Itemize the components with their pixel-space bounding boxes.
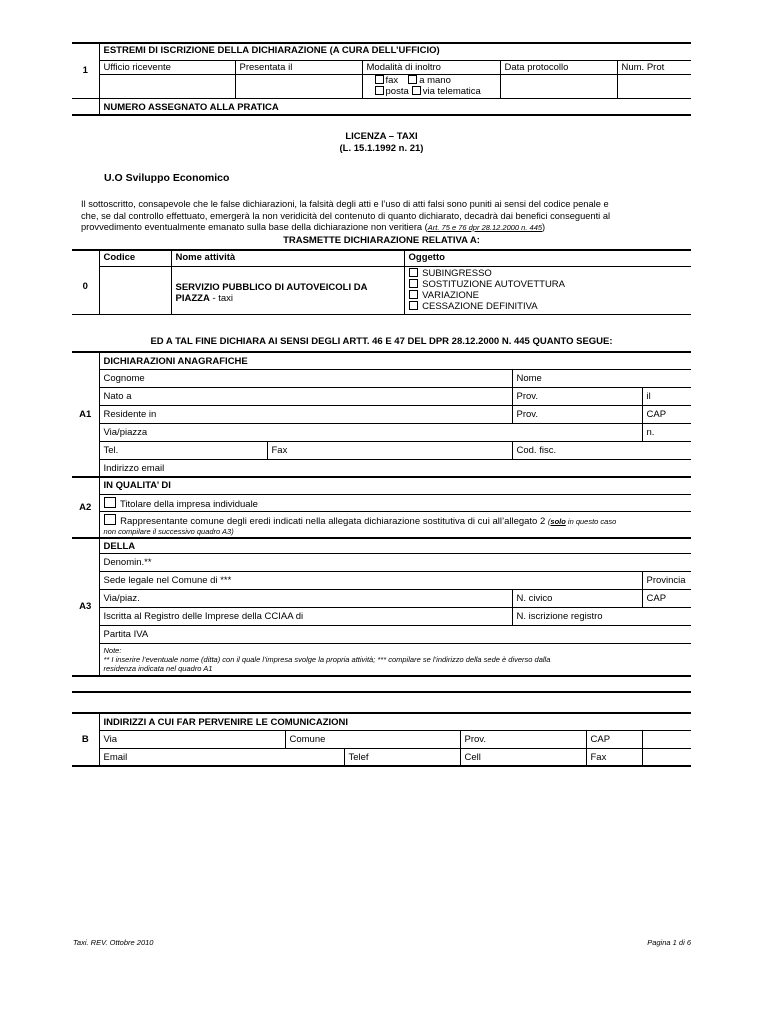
cessazione-checkbox[interactable] — [409, 301, 418, 310]
tel-field[interactable] — [99, 441, 267, 459]
variazione-checkbox[interactable] — [409, 290, 418, 299]
oggetto-option-2: VARIAZIONE — [422, 289, 479, 301]
dichiara-heading: ED A TAL FINE DICHIARA AI SENSI DEGLI ARTT. 46 E 47 DEL DPR 28.12.2000 N. 445 QUANTO SEGUE: — [150, 336, 613, 347]
denominazione-field[interactable] — [99, 554, 691, 572]
b-prov-label: Prov. — [464, 733, 486, 745]
via-telematica-label: via telematica — [422, 85, 481, 97]
section-number-0: 0 — [72, 250, 99, 314]
communications-table — [72, 712, 691, 767]
rappresentante-label: Rappresentante comune degli eredi indicati nella allegata dichiarazione sostitutiva di cui all’allegato 2 — [120, 515, 546, 527]
sostituzione-checkbox[interactable] — [409, 279, 418, 288]
oggetto-label: Oggetto — [404, 250, 691, 266]
b-email-label: Email — [103, 751, 128, 763]
a3-header: DELLA — [99, 538, 691, 554]
a-mano-checkbox[interactable] — [408, 75, 417, 84]
b-comune-label: Comune — [289, 733, 326, 745]
ufficio-ricevente-label: Ufficio ricevente — [99, 60, 235, 74]
note-open-paren: ( — [547, 516, 551, 526]
sede-civico-label: N. civico — [516, 593, 553, 604]
sede-cap-label: CAP — [646, 593, 667, 604]
codice-field[interactable] — [99, 266, 171, 314]
b-comune-field[interactable] — [285, 730, 460, 748]
cognome-field[interactable] — [99, 369, 512, 387]
email-field[interactable] — [99, 459, 691, 477]
uo-label: U.O Sviluppo Economico — [104, 172, 230, 184]
nascita-prov-field[interactable] — [512, 387, 642, 405]
sede-cap-field[interactable] — [642, 590, 691, 608]
b-extra-field[interactable] — [642, 730, 691, 748]
codice-label: Codice — [99, 250, 171, 266]
partita-iva-field[interactable] — [99, 626, 691, 644]
b-fax-field[interactable] — [586, 748, 642, 766]
fax-label-a1: Fax — [271, 444, 288, 456]
b-cell-field[interactable] — [460, 748, 586, 766]
presentata-il-field[interactable] — [235, 74, 362, 98]
num-prot-field[interactable] — [617, 74, 691, 98]
separator-rule — [72, 691, 691, 693]
via-piazza-field[interactable] — [99, 423, 642, 441]
residente-label: Residente in — [103, 408, 157, 420]
residenza-cap-label: CAP — [646, 408, 667, 420]
intro-line-3 — [81, 222, 693, 234]
nome-attivita-bold: SERVIZIO PUBBLICO DI AUTOVEICOLI DA PIAZZA — [175, 281, 368, 304]
iscrizione-registro-field[interactable] — [512, 608, 691, 626]
b-header: INDIRIZZI A CUI FAR PERVENIRE LE COMUNICAZIONI — [99, 713, 691, 730]
nascita-il-label: il — [646, 390, 651, 402]
rappresentante-note-line2: non compilare il successivo quadro A3) — [103, 526, 234, 536]
intro-line-1: Il sottoscritto, consapevole che le false dichiarazioni, la falsità degli atti e l’uso di atti falsi sono puniti ai sensi del codice penale e — [81, 199, 609, 209]
intro-line-3-b: ) — [542, 222, 546, 232]
rappresentante-option — [99, 511, 691, 538]
b-fax-label: Fax — [590, 751, 607, 763]
oggetto-option-1: SOSTITUZIONE AUTOVETTURA — [422, 278, 566, 290]
nome-attivita-label: Nome attività — [171, 250, 404, 266]
footer-revision: Taxi. REV. Ottobre 2010 — [73, 938, 154, 947]
office-registration-header: ESTREMI DI ISCRIZIONE DELLA DICHIARAZIONE (A CURA DELL’UFFICIO) — [99, 43, 691, 60]
intro-line-2: che, se dal controllo effettuato, emergerà la non veridicità del contenuto di quanto dichiarato, decadrà dai benefici conseguenti al — [81, 210, 611, 221]
fax-label: fax — [385, 74, 399, 86]
modalita-inoltro-label: Modalità di inoltro — [362, 60, 500, 74]
sede-via-field[interactable] — [99, 590, 512, 608]
codice-fiscale-label: Cod. fisc. — [516, 444, 557, 456]
sede-comune-label: Sede legale nel Comune di *** — [103, 575, 232, 586]
b-cap-field[interactable] — [586, 730, 642, 748]
a-mano-label: a mano — [419, 74, 451, 86]
a3-note-line1: ** I inserire l’eventuale nome (ditta) con il quale l’impresa svolge la propria attività; *** compilare se l’indirizzo della sede è diverso dalla — [103, 655, 551, 664]
modalita-inoltro-options — [362, 74, 500, 98]
document-title — [72, 131, 691, 155]
b-cap-label: CAP — [590, 733, 611, 745]
activity-table — [72, 249, 691, 315]
cciaa-label: Iscritta al Registro delle Imprese della CCIAA di — [103, 611, 304, 622]
numero-assegnato-label: NUMERO ASSEGNATO ALLA PRATICA — [99, 98, 691, 115]
subingresso-checkbox[interactable] — [409, 268, 418, 277]
oggetto-option-3: CESSAZIONE DEFINITIVA — [422, 300, 538, 312]
note-solo: solo — [550, 516, 566, 526]
email-label: Indirizzo email — [103, 462, 165, 474]
residente-field[interactable] — [99, 405, 512, 423]
a1-header: DICHIARAZIONI ANAGRAFICHE — [99, 352, 691, 369]
a3-note-title: Note: — [103, 646, 122, 655]
b-extra-field-2[interactable] — [642, 748, 691, 766]
nascita-il-field[interactable] — [642, 387, 691, 405]
cciaa-field[interactable] — [99, 608, 512, 626]
posta-checkbox[interactable] — [375, 86, 384, 95]
civico-field[interactable] — [642, 423, 691, 441]
residenza-prov-field[interactable] — [512, 405, 642, 423]
nato-a-label: Nato a — [103, 390, 132, 402]
rappresentante-note — [548, 517, 616, 526]
nome-attivita-value — [171, 266, 404, 314]
nascita-prov-label: Prov. — [516, 390, 538, 402]
intro-paragraph — [81, 199, 693, 234]
titolare-checkbox[interactable] — [104, 497, 116, 508]
tel-label: Tel. — [103, 444, 119, 456]
partita-iva-label: Partita IVA — [103, 629, 149, 640]
titolare-option — [99, 494, 691, 511]
b-telef-label: Telef — [348, 751, 369, 763]
oggetto-options — [404, 266, 691, 314]
data-protocollo-field[interactable] — [500, 74, 617, 98]
a3-notes — [99, 644, 691, 676]
civico-label: n. — [646, 426, 655, 438]
oggetto-option-0: SUBINGRESSO — [422, 267, 492, 279]
sede-comune-field[interactable] — [99, 572, 642, 590]
presentata-il-label: Presentata il — [235, 60, 362, 74]
nome-field[interactable] — [512, 369, 691, 387]
sede-via-label: Via/piaz. — [103, 593, 140, 604]
b-email-field[interactable] — [99, 748, 344, 766]
rappresentante-checkbox[interactable] — [104, 514, 116, 525]
title-line-1: LICENZA – TAXI — [345, 131, 418, 142]
sede-provincia-label: Provincia — [646, 575, 686, 586]
residenza-cap-field[interactable] — [642, 405, 691, 423]
section-number-1: 1 — [72, 43, 99, 98]
section-number-a1: A1 — [72, 352, 99, 477]
data-protocollo-label: Data protocollo — [500, 60, 617, 74]
section-number-b: B — [72, 713, 99, 766]
nome-attivita-rest: - taxi — [209, 292, 234, 304]
intro-line-3-a: provvedimento eventualmente emanato sulla base della dichiarazione non veritiera ( — [81, 222, 428, 232]
via-telematica-checkbox[interactable] — [412, 86, 421, 95]
nato-a-field[interactable] — [99, 387, 512, 405]
a2-header: IN QUALITA’ DI — [99, 477, 691, 494]
b-cell-label: Cell — [464, 751, 481, 763]
via-piazza-label: Via/piazza — [103, 426, 148, 438]
note-rest: in questo caso — [565, 516, 617, 526]
denominazione-label: Denomin.** — [103, 557, 152, 568]
office-registration-table — [72, 42, 691, 116]
num-prot-label: Num. Prot — [617, 60, 691, 74]
b-via-label: Via — [103, 733, 118, 745]
fax-field[interactable] — [267, 441, 512, 459]
residenza-prov-label: Prov. — [516, 408, 538, 420]
trasmette-heading: TRASMETTE DICHIARAZIONE RELATIVA A: — [283, 235, 480, 246]
ufficio-ricevente-field[interactable] — [99, 74, 235, 98]
section-number-a3: A3 — [72, 538, 99, 676]
fax-checkbox[interactable] — [375, 75, 384, 84]
section-1-spacer — [72, 98, 99, 115]
title-line-2: (L. 15.1.1992 n. 21) — [339, 143, 424, 154]
sede-civico-field[interactable] — [512, 590, 642, 608]
intro-legal-reference: Art. 75 e 76 dpr 28.12.2000 n. 445 — [427, 223, 543, 232]
titolare-label: Titolare della impresa individuale — [119, 498, 258, 510]
iscrizione-registro-label: N. iscrizione registro — [516, 611, 603, 622]
section-number-a2: A2 — [72, 477, 99, 538]
footer-page-number: Pagina 1 di 6 — [647, 938, 691, 947]
declaration-table — [72, 351, 691, 677]
b-telef-field[interactable] — [344, 748, 460, 766]
b-via-field[interactable] — [99, 730, 285, 748]
b-prov-field[interactable] — [460, 730, 586, 748]
nome-label: Nome — [516, 372, 542, 384]
a3-note-line2: residenza indicata nel quadro A1 — [103, 664, 213, 673]
cognome-label: Cognome — [103, 372, 145, 384]
posta-label: posta — [385, 85, 409, 97]
sede-provincia-field[interactable] — [642, 572, 691, 590]
codice-fiscale-field[interactable] — [512, 441, 691, 459]
